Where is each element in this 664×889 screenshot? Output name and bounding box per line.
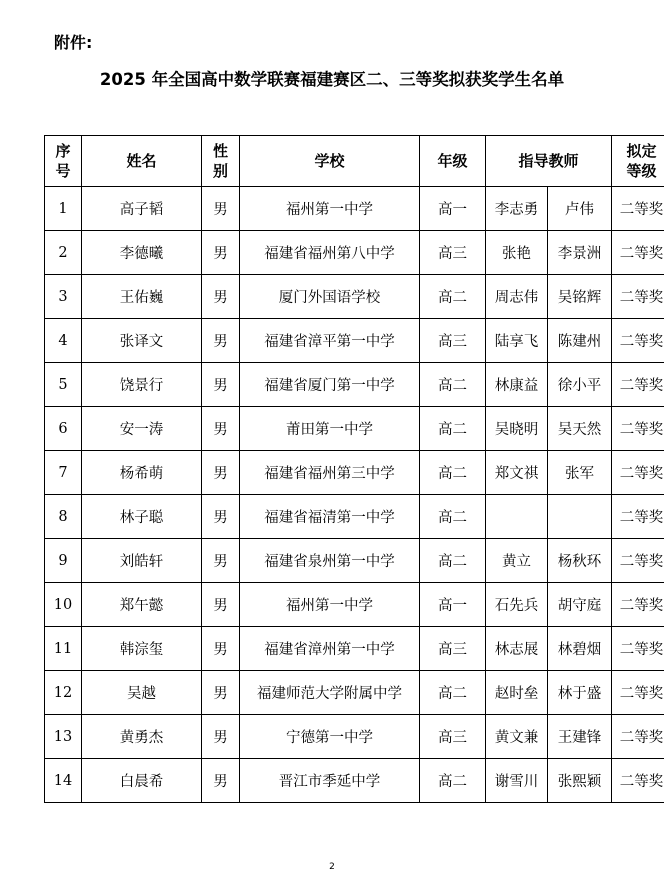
header-gender: 性别 [202, 136, 240, 187]
cell-name: 饶景行 [82, 363, 202, 407]
header-name: 姓名 [82, 136, 202, 187]
table-row [45, 671, 664, 715]
cell-award: 二等奖 [612, 583, 664, 627]
cell-name: 吴越 [82, 671, 202, 715]
cell-award: 二等奖 [612, 627, 664, 671]
document-title: 2025 年全国高中数学联赛福建赛区二、三等奖拟获奖学生名单 [99, 70, 565, 89]
cell-teacher-1: 吴晓明 [486, 407, 548, 451]
cell-teacher-1: 周志伟 [486, 275, 548, 319]
cell-teacher-2: 林碧烟 [548, 627, 612, 671]
cell-name: 安一涛 [82, 407, 202, 451]
cell-gender: 男 [202, 363, 240, 407]
table-row [45, 275, 664, 319]
cell-school: 厦门外国语学校 [240, 275, 420, 319]
cell-teacher-2: 林于盛 [548, 671, 612, 715]
table-row [45, 451, 664, 495]
cell-grade: 高二 [420, 539, 486, 583]
cell-grade: 高二 [420, 363, 486, 407]
cell-no: 6 [45, 407, 82, 451]
table-row [45, 627, 664, 671]
cell-name: 杨希萌 [82, 451, 202, 495]
cell-school: 莆田第一中学 [240, 407, 420, 451]
table-row [45, 715, 664, 759]
cell-award: 二等奖 [612, 539, 664, 583]
cell-teacher-1: 赵时垒 [486, 671, 548, 715]
cell-no: 3 [45, 275, 82, 319]
cell-school: 晋江市季延中学 [240, 759, 420, 803]
cell-grade: 高三 [420, 715, 486, 759]
cell-school: 福建省福州第三中学 [240, 451, 420, 495]
cell-teacher-1: 陆享飞 [486, 319, 548, 363]
cell-grade: 高二 [420, 275, 486, 319]
cell-grade: 高三 [420, 319, 486, 363]
cell-teacher-2: 杨秋环 [548, 539, 612, 583]
cell-no: 14 [45, 759, 82, 803]
cell-school: 宁德第一中学 [240, 715, 420, 759]
cell-award: 二等奖 [612, 363, 664, 407]
cell-school: 福建师范大学附属中学 [240, 671, 420, 715]
cell-no: 12 [45, 671, 82, 715]
cell-grade: 高三 [420, 627, 486, 671]
cell-gender: 男 [202, 583, 240, 627]
cell-teacher-1: 郑文祺 [486, 451, 548, 495]
cell-name: 张译文 [82, 319, 202, 363]
table-row [45, 187, 664, 231]
cell-gender: 男 [202, 627, 240, 671]
cell-teacher-2: 卢伟 [548, 187, 612, 231]
cell-teacher-1: 林康益 [486, 363, 548, 407]
cell-award: 二等奖 [612, 451, 664, 495]
cell-gender: 男 [202, 715, 240, 759]
cell-school: 福建省福州第八中学 [240, 231, 420, 275]
cell-teacher-1: 张艳 [486, 231, 548, 275]
cell-name: 王佑巍 [82, 275, 202, 319]
cell-school: 福建省漳平第一中学 [240, 319, 420, 363]
cell-teacher-1 [486, 495, 548, 539]
cell-teacher-2: 陈建州 [548, 319, 612, 363]
cell-teacher-2: 徐小平 [548, 363, 612, 407]
table-row [45, 363, 664, 407]
cell-teacher-2: 吴天然 [548, 407, 612, 451]
cell-no: 11 [45, 627, 82, 671]
cell-teacher-2: 胡守庭 [548, 583, 612, 627]
cell-no: 7 [45, 451, 82, 495]
cell-no: 5 [45, 363, 82, 407]
cell-teacher-1: 石先兵 [486, 583, 548, 627]
cell-teacher-2: 张军 [548, 451, 612, 495]
cell-no: 1 [45, 187, 82, 231]
cell-no: 4 [45, 319, 82, 363]
cell-teacher-1: 李志勇 [486, 187, 548, 231]
cell-teacher-2: 王建锋 [548, 715, 612, 759]
cell-gender: 男 [202, 495, 240, 539]
cell-award: 二等奖 [612, 671, 664, 715]
cell-gender: 男 [202, 759, 240, 803]
cell-gender: 男 [202, 407, 240, 451]
cell-school: 福州第一中学 [240, 187, 420, 231]
cell-gender: 男 [202, 187, 240, 231]
cell-grade: 高三 [420, 231, 486, 275]
table-row [45, 583, 664, 627]
cell-name: 李德曦 [82, 231, 202, 275]
cell-teacher-2: 张熙颖 [548, 759, 612, 803]
award-table [44, 135, 664, 803]
cell-school: 福建省厦门第一中学 [240, 363, 420, 407]
cell-teacher-1: 黄文兼 [486, 715, 548, 759]
table-row [45, 407, 664, 451]
table-row [45, 759, 664, 803]
cell-gender: 男 [202, 319, 240, 363]
cell-school: 福建省漳州第一中学 [240, 627, 420, 671]
page-number: 2 [329, 862, 335, 872]
cell-award: 二等奖 [612, 759, 664, 803]
header-no: 序号 [45, 136, 82, 187]
cell-teacher-1: 林志展 [486, 627, 548, 671]
cell-gender: 男 [202, 275, 240, 319]
cell-school: 福建省泉州第一中学 [240, 539, 420, 583]
cell-teacher-1: 谢雪川 [486, 759, 548, 803]
cell-name: 黄勇杰 [82, 715, 202, 759]
cell-teacher-2: 李景洲 [548, 231, 612, 275]
cell-school: 福建省福清第一中学 [240, 495, 420, 539]
cell-name: 林子聪 [82, 495, 202, 539]
cell-award: 二等奖 [612, 187, 664, 231]
cell-grade: 高一 [420, 187, 486, 231]
cell-gender: 男 [202, 539, 240, 583]
cell-name: 刘皓轩 [82, 539, 202, 583]
cell-name: 白晨希 [82, 759, 202, 803]
header-teacher: 指导教师 [486, 136, 612, 187]
cell-no: 2 [45, 231, 82, 275]
cell-name: 高子韬 [82, 187, 202, 231]
cell-school: 福州第一中学 [240, 583, 420, 627]
table-row [45, 539, 664, 583]
cell-name: 郑午懿 [82, 583, 202, 627]
cell-grade: 高二 [420, 407, 486, 451]
cell-award: 二等奖 [612, 495, 664, 539]
table-row [45, 495, 664, 539]
cell-award: 二等奖 [612, 715, 664, 759]
cell-gender: 男 [202, 451, 240, 495]
attachment-label: 附件: [54, 33, 93, 52]
header-grade: 年级 [420, 136, 486, 187]
cell-teacher-2: 吴铭辉 [548, 275, 612, 319]
cell-teacher-2 [548, 495, 612, 539]
cell-grade: 高一 [420, 583, 486, 627]
cell-award: 二等奖 [612, 231, 664, 275]
cell-award: 二等奖 [612, 275, 664, 319]
cell-no: 13 [45, 715, 82, 759]
cell-grade: 高二 [420, 759, 486, 803]
cell-grade: 高二 [420, 671, 486, 715]
header-award: 拟定等级 [612, 136, 664, 187]
header-school: 学校 [240, 136, 420, 187]
cell-no: 10 [45, 583, 82, 627]
cell-gender: 男 [202, 671, 240, 715]
cell-no: 8 [45, 495, 82, 539]
cell-grade: 高二 [420, 495, 486, 539]
cell-name: 韩淙玺 [82, 627, 202, 671]
cell-grade: 高二 [420, 451, 486, 495]
cell-teacher-1: 黄立 [486, 539, 548, 583]
table-header-row [45, 136, 664, 187]
cell-award: 二等奖 [612, 319, 664, 363]
cell-gender: 男 [202, 231, 240, 275]
cell-no: 9 [45, 539, 82, 583]
table-row [45, 231, 664, 275]
cell-award: 二等奖 [612, 407, 664, 451]
table-row [45, 319, 664, 363]
